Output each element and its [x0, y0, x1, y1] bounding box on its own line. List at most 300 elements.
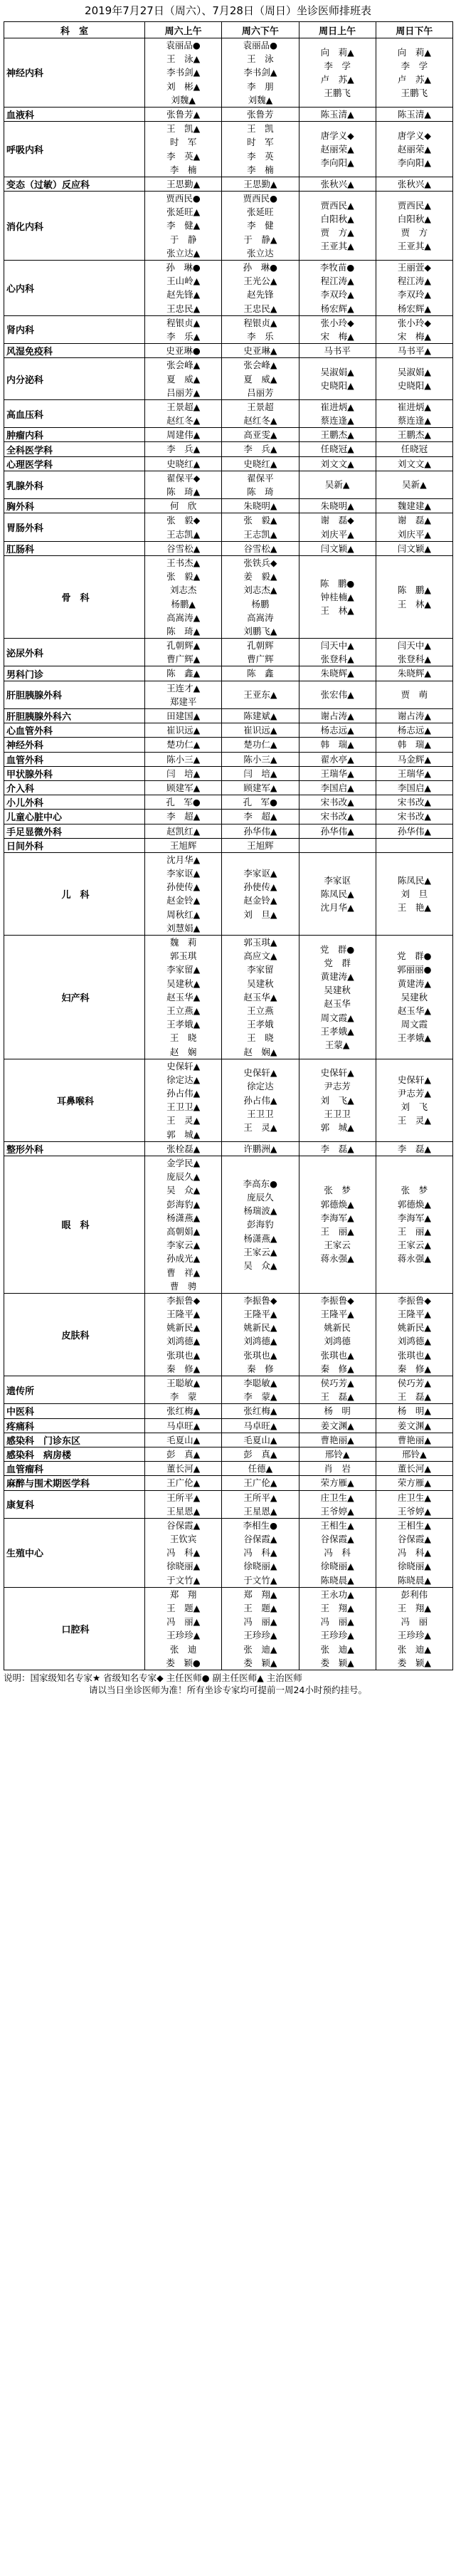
doctor-name: 朱晓明▲	[243, 501, 277, 512]
doctor-name: 姚新民	[324, 1322, 351, 1334]
doctor-name: 赵红冬▲	[166, 415, 201, 426]
dept-row	[4, 107, 453, 121]
doctor-name: 王 灵▲	[243, 1122, 277, 1133]
doctor-name: 孔朝辉▲	[166, 640, 201, 651]
shift-cell-sun-pm	[376, 936, 452, 1059]
header-sat-pm: 周六下午	[222, 22, 299, 38]
doctor-name: 李 健▲	[166, 220, 201, 231]
doctor-name: 侯巧芳▲	[320, 1378, 354, 1388]
shift-cell-sat-am	[145, 541, 222, 555]
shift-cell-sat-am	[145, 1433, 222, 1447]
doctor-name: 荣方雁▲	[320, 1477, 354, 1489]
doctor-name: 杨潇燕▲	[166, 1212, 201, 1223]
doctor-name: 崔识远▲	[243, 725, 277, 736]
dept-row	[4, 780, 453, 795]
doctor-name: 高应文▲	[243, 951, 277, 962]
shift-cell-sat-pm	[222, 780, 299, 795]
doctor-name: 楚功仁▲	[166, 739, 201, 750]
doctor-name: 王隆平▲	[166, 1309, 201, 1320]
doctor-name: 郭 城▲	[320, 1122, 354, 1133]
shift-cell-sat-am	[145, 1059, 222, 1141]
dept-row	[4, 1293, 453, 1376]
doctor-name: 陈小三▲	[166, 753, 201, 765]
doctor-name: 卢 苏▲	[397, 73, 431, 85]
doctor-name: 陈晓晨▲	[397, 1574, 431, 1586]
shift-cell-sun-am	[299, 192, 376, 261]
dept-row	[4, 752, 453, 766]
doctor-name: 陈玉清▲	[397, 108, 431, 120]
doctor-name: 王 凯	[247, 123, 274, 135]
doctor-name: 闫文颖▲	[397, 543, 431, 554]
shift-cell-sun-pm	[376, 766, 452, 780]
doctor-name: 李 乐	[247, 330, 274, 342]
dept-name: 神经内科	[4, 38, 145, 108]
doctor-name: 庞辰久	[247, 1191, 274, 1203]
header-sat-am: 周六上午	[145, 22, 222, 38]
doctor-name: 崔进炳▲	[397, 401, 431, 412]
shift-cell-sun-pm	[376, 1156, 452, 1294]
doctor-name: 陈 琦	[247, 486, 274, 497]
shift-cell-sun-am	[299, 666, 376, 681]
doctor-name: 徐定达	[247, 1081, 274, 1092]
shift-cell-sun-am	[299, 1490, 376, 1518]
doctor-name: 高嵩涛▲	[166, 612, 201, 623]
dept-row	[4, 1156, 453, 1294]
shift-cell-sun-pm	[376, 177, 452, 191]
shift-cell-sat-am	[145, 1476, 222, 1490]
doctor-name: 王所平▲	[243, 1492, 277, 1503]
doctor-name: 王 丽▲	[397, 1225, 431, 1237]
doctor-name: 尹志芳▲	[397, 1088, 431, 1099]
doctor-name: 郭德焕▲	[397, 1198, 431, 1210]
shift-cell-sun-am	[299, 358, 376, 400]
doctor-name: 姚新民▲	[397, 1322, 431, 1334]
shift-cell-sun-am	[299, 1462, 376, 1476]
doctor-name: 张鲁芳	[247, 108, 274, 120]
doctor-name: 张秋兴▲	[397, 178, 431, 189]
doctor-name: 李国启▲	[320, 782, 354, 793]
doctor-name: 李 兵▲	[166, 444, 201, 455]
doctor-name: 王钦宾	[169, 1534, 197, 1545]
shift-cell-sat-pm	[222, 838, 299, 852]
shift-cell-sat-pm	[222, 358, 299, 400]
shift-cell-sun-am	[299, 38, 376, 108]
dept-row	[4, 681, 453, 708]
dept-name: 肾内科	[4, 315, 145, 343]
shift-cell-sun-am	[299, 399, 376, 427]
shift-cell-sat-am	[145, 442, 222, 456]
doctor-name: 陈 鑫	[247, 668, 274, 679]
doctor-name: 秦 修▲	[320, 1363, 354, 1374]
doctor-name: 李 磊▲	[397, 1143, 431, 1154]
doctor-name: 吕丽芳▲	[166, 387, 201, 398]
doctor-name: 闫天中▲	[397, 640, 431, 651]
shift-cell-sun-pm	[376, 723, 452, 738]
dept-row	[4, 936, 453, 1059]
doctor-name: 张红梅▲	[166, 1405, 201, 1417]
doctor-name: 赵凯红▲	[166, 825, 201, 837]
doctor-name: 贾 萌	[401, 689, 428, 701]
shift-cell-sun-pm	[376, 852, 452, 935]
shift-cell-sat-pm	[222, 639, 299, 666]
dept-name: 变态（过敏）反应科	[4, 177, 145, 191]
doctor-name: 孔朝辉	[247, 640, 274, 651]
shift-cell-sat-am	[145, 723, 222, 738]
shift-cell-sat-pm	[222, 428, 299, 442]
doctor-name: 王 翔▲	[320, 1603, 354, 1613]
dept-row	[4, 428, 453, 442]
doctor-name: 杨潇燕▲	[243, 1232, 277, 1244]
dept-name: 耳鼻喉科	[4, 1059, 145, 1141]
doctor-name: 李 学	[324, 60, 351, 71]
doctor-name: 李家讴▲	[166, 868, 201, 879]
shift-cell-sun-pm	[376, 1490, 452, 1518]
shift-cell-sat-pm	[222, 1490, 299, 1518]
doctor-name: 尹志芳	[324, 1081, 351, 1092]
doctor-name: 宋 梅▲	[320, 330, 354, 342]
doctor-name: 王旭辉	[169, 839, 197, 851]
doctor-name: 谷保霞▲	[320, 1534, 354, 1545]
doctor-name: 李 乐▲	[166, 330, 201, 342]
doctor-name: 顾建军▲	[243, 782, 277, 793]
shift-cell-sat-am	[145, 555, 222, 638]
doctor-name: 冯 丽	[401, 1616, 428, 1628]
doctor-name: 孙使传▲	[166, 881, 201, 893]
doctor-name: 张 迪▲	[397, 1643, 431, 1655]
doctor-name: 王光公▲	[243, 276, 277, 287]
doctor-name: 宋 梅▲	[397, 330, 431, 342]
doctor-name: 贾西民●	[243, 193, 278, 204]
shift-cell-sun-am	[299, 1293, 376, 1376]
doctor-name: 杨志远▲	[320, 725, 354, 736]
doctor-name: 崔识远▲	[166, 725, 201, 736]
doctor-name: 王广伦▲	[243, 1477, 277, 1489]
doctor-name: 朱晓辉▲	[320, 668, 354, 679]
shift-cell-sun-am	[299, 1376, 376, 1404]
shift-cell-sat-am	[145, 766, 222, 780]
doctor-name: 娄 颖▲	[243, 1657, 277, 1668]
doctor-name: 张琪也▲	[320, 1349, 354, 1361]
doctor-name: 彭海豹▲	[166, 1198, 201, 1210]
doctor-name: 王珍珍▲	[397, 1630, 431, 1641]
shift-cell-sun-pm	[376, 344, 452, 358]
dept-name: 全科医学科	[4, 442, 145, 456]
doctor-name: 王忠民▲	[166, 303, 201, 314]
doctor-name: 卢 苏▲	[320, 73, 354, 85]
shift-cell-sat-pm	[222, 1059, 299, 1141]
dept-row	[4, 358, 453, 400]
doctor-name: 肖 岩	[324, 1463, 351, 1475]
dept-row	[4, 192, 453, 261]
doctor-name: 王隆平▲	[397, 1309, 431, 1320]
doctor-name: 史亚琳▲	[243, 345, 277, 357]
doctor-name: 李向阳▲	[320, 157, 354, 169]
doctor-name: 谷雪松▲	[243, 543, 277, 554]
doctor-name: 王广伦▲	[166, 1477, 201, 1489]
shift-cell-sun-pm	[376, 315, 452, 343]
doctor-name: 谢 磊◆	[320, 515, 354, 526]
doctor-name: 王 磊▲	[397, 1391, 431, 1403]
doctor-name: 李家讴▲	[243, 868, 277, 879]
shift-cell-sun-am	[299, 555, 376, 638]
dept-name: 内分泌科	[4, 358, 145, 400]
doctor-name: 刘 旦▲	[243, 909, 277, 920]
dept-row	[4, 177, 453, 191]
doctor-name: 杨 明	[324, 1405, 351, 1417]
shift-cell-sun-pm	[376, 1476, 452, 1490]
doctor-name: 于文竹▲	[166, 1574, 201, 1586]
doctor-name: 姚新民▲	[243, 1322, 277, 1334]
shift-cell-sun-pm	[376, 1293, 452, 1376]
dept-row	[4, 838, 453, 852]
doctor-name: 张铁兵◆	[243, 557, 277, 568]
doctor-name: 任晓冠▲	[320, 444, 354, 455]
shift-cell-sun-am	[299, 513, 376, 541]
dept-name: 儿童心脏中心	[4, 810, 145, 824]
shift-cell-sun-am	[299, 810, 376, 824]
doctor-name: 孙 琳●	[243, 262, 278, 273]
doctor-name: 陈玉清▲	[320, 108, 354, 120]
doctor-name: 程江涛▲	[320, 276, 354, 287]
doctor-name: 王 林▲	[320, 605, 354, 617]
doctor-name: 曹广辉▲	[166, 654, 201, 665]
doctor-name: 徐晓丽▲	[166, 1561, 201, 1572]
doctor-name: 时 军	[247, 137, 274, 148]
dept-row	[4, 399, 453, 427]
doctor-name: 宋书改▲	[320, 797, 354, 808]
shift-cell-sat-am	[145, 38, 222, 108]
doctor-name: 刘魏▲	[248, 94, 273, 105]
doctor-name: 王聪敏▲	[166, 1378, 201, 1388]
doctor-name: 王蒙▲	[324, 1039, 350, 1050]
dept-name: 口腔科	[4, 1587, 145, 1670]
doctor-name: 于文竹▲	[243, 1574, 277, 1586]
dept-row	[4, 738, 453, 752]
shift-cell-sun-am	[299, 541, 376, 555]
shift-cell-sun-pm	[376, 681, 452, 708]
dept-name: 生殖中心	[4, 1518, 145, 1587]
dept-name: 介入科	[4, 780, 145, 795]
shift-cell-sat-pm	[222, 824, 299, 838]
doctor-name: 王 晓	[169, 1032, 197, 1044]
schedule-body	[4, 38, 453, 1670]
doctor-name: 党 群	[324, 957, 351, 968]
doctor-name: 赵丽荣▲	[320, 143, 354, 155]
doctor-name: 毛夏山▲	[166, 1434, 201, 1445]
doctor-name: 王瑞华▲	[320, 768, 354, 779]
doctor-name: 王 丽▲	[320, 1225, 354, 1237]
doctor-name: 彭海豹	[247, 1219, 274, 1230]
doctor-name: 冯 科	[324, 1547, 351, 1559]
shift-cell-sun-pm	[376, 838, 452, 852]
shift-cell-sat-am	[145, 456, 222, 471]
doctor-name: 史保轩▲	[320, 1067, 354, 1079]
dept-name: 皮肤科	[4, 1293, 145, 1376]
doctor-name: 徐晓丽▲	[243, 1561, 277, 1572]
doctor-name: 刘慧娟▲	[166, 922, 201, 933]
doctor-name: 秦 修	[247, 1363, 274, 1374]
shift-cell-sun-am	[299, 1404, 376, 1418]
doctor-name: 曹广辉	[247, 654, 274, 665]
doctor-name: 李书剑▲	[166, 67, 201, 78]
doctor-name: 王亚其▲	[320, 241, 354, 252]
legend-text: 说明：国家级知名专家★ 省级知名专家◆ 主任医师● 副主任医师▲ 主治医师	[4, 1672, 302, 1683]
shift-cell-sun-pm	[376, 358, 452, 400]
doctor-name: 王珍珍▲	[320, 1630, 354, 1641]
shift-cell-sat-am	[145, 1447, 222, 1461]
doctor-name: 马金辉▲	[397, 753, 431, 765]
shift-cell-sat-pm	[222, 1156, 299, 1294]
doctor-name: 蔡连逢▲	[320, 415, 354, 426]
dept-row	[4, 824, 453, 838]
doctor-name: 刘鸿德	[324, 1336, 351, 1347]
doctor-name: 张秋兴▲	[320, 178, 354, 189]
shift-cell-sun-pm	[376, 513, 452, 541]
shift-cell-sun-pm	[376, 1447, 452, 1461]
shift-cell-sun-am	[299, 766, 376, 780]
doctor-name: 王卫卫	[247, 1108, 274, 1119]
doctor-name: 楚功仁▲	[243, 739, 277, 750]
doctor-name: 王 泳▲	[166, 53, 201, 65]
doctor-name: 郑 翔	[169, 1588, 197, 1600]
doctor-name: 于 静	[169, 234, 197, 245]
doctor-name: 张 梦	[401, 1185, 428, 1196]
doctor-name: 张立达▲	[166, 247, 201, 258]
doctor-name: 张 毅▲	[166, 571, 201, 582]
shift-cell-sun-pm	[376, 780, 452, 795]
dept-name: 眼 科	[4, 1156, 145, 1294]
doctor-name: 沈月华▲	[320, 902, 354, 913]
doctor-name: 冯 科▲	[397, 1547, 431, 1559]
shift-cell-sun-am	[299, 428, 376, 442]
shift-cell-sat-am	[145, 399, 222, 427]
doctor-name: 刘志杰	[169, 585, 197, 596]
doctor-name: 赵 娴	[169, 1046, 197, 1057]
dept-row	[4, 723, 453, 738]
doctor-name: 郑 翔▲	[243, 1588, 277, 1600]
dept-row	[4, 1518, 453, 1587]
dept-name: 心内科	[4, 261, 145, 316]
doctor-name: 杨 明▲	[397, 1405, 431, 1417]
doctor-name: 王相生▲	[320, 1519, 354, 1531]
dept-name: 麻醉与围术期医学科	[4, 1476, 145, 1490]
doctor-name: 蒋永强▲	[397, 1253, 431, 1265]
doctor-name: 吴新▲	[324, 479, 350, 491]
dept-name: 甲状腺外科	[4, 766, 145, 780]
shift-cell-sun-am	[299, 122, 376, 177]
dept-name: 心血管外科	[4, 723, 145, 738]
doctor-name: 王志凯▲	[166, 528, 201, 540]
doctor-name: 李 蒙▲	[243, 1391, 277, 1403]
doctor-name: 王 晓	[247, 1032, 274, 1044]
doctor-name: 李振鲁◆	[243, 1294, 277, 1306]
doctor-name: 李相生●	[243, 1519, 278, 1531]
shift-cell-sat-pm	[222, 709, 299, 723]
shift-cell-sun-pm	[376, 192, 452, 261]
dept-row	[4, 1476, 453, 1490]
doctor-name: 赵先锋	[247, 289, 274, 300]
doctor-name: 王卫卫	[324, 1108, 351, 1119]
doctor-name: 陈晓晨▲	[320, 1574, 354, 1586]
doctor-name: 侯巧芳▲	[397, 1378, 431, 1388]
shift-cell-sat-am	[145, 1490, 222, 1518]
doctor-name: 周秋红▲	[166, 909, 201, 920]
doctor-name: 马书平▲	[397, 345, 431, 357]
doctor-name: 赵先锋▲	[166, 289, 201, 300]
doctor-name: 徐晓丽▲	[397, 1561, 431, 1572]
shift-cell-sat-am	[145, 1587, 222, 1670]
doctor-name: 史亚琳●	[166, 345, 201, 357]
doctor-name: 何 欣	[169, 501, 197, 512]
doctor-name: 刘志杰▲	[243, 585, 277, 596]
doctor-name: 曹艳丽▲	[397, 1434, 431, 1445]
doctor-name: 谢占涛▲	[320, 711, 354, 721]
dept-name: 感染科 病房楼	[4, 1447, 145, 1461]
dept-name: 消化内科	[4, 192, 145, 261]
doctor-name: 李 超▲	[166, 811, 201, 822]
doctor-name: 夏 威▲	[243, 373, 277, 384]
doctor-name: 王隆平▲	[320, 1309, 354, 1320]
doctor-name: 王孝娥▲	[320, 1025, 354, 1037]
doctor-name: 王家云	[324, 1240, 351, 1251]
shift-cell-sun-am	[299, 261, 376, 316]
dept-row	[4, 810, 453, 824]
shift-cell-sat-pm	[222, 344, 299, 358]
shift-cell-sun-pm	[376, 442, 452, 456]
doctor-name: 孙占伟▲	[243, 1094, 277, 1106]
doctor-name: 朱晓明▲	[320, 501, 354, 512]
shift-cell-sat-pm	[222, 1404, 299, 1418]
shift-cell-sun-am	[299, 1059, 376, 1141]
doctor-name: 唐学义◆	[320, 130, 354, 141]
doctor-name: 刘 彬▲	[166, 80, 201, 92]
doctor-name: 王志凯▲	[243, 528, 277, 540]
doctor-name: 李双玲▲	[320, 289, 354, 300]
doctor-name: 吴建秋▲	[166, 978, 201, 989]
doctor-name: 宋书改▲	[320, 811, 354, 822]
dept-row	[4, 122, 453, 177]
doctor-name: 郑建平	[169, 696, 197, 707]
dept-row	[4, 1490, 453, 1518]
shift-cell-sun-am	[299, 824, 376, 838]
shift-cell-sat-pm	[222, 738, 299, 752]
doctor-name: 刘鸿德▲	[243, 1336, 277, 1347]
doctor-name: 赵丽荣▲	[397, 143, 431, 155]
shift-cell-sat-am	[145, 852, 222, 935]
shift-cell-sat-pm	[222, 513, 299, 541]
doctor-name: 张登科▲	[397, 654, 431, 665]
shift-cell-sun-am	[299, 780, 376, 795]
doctor-name: 王永功▲	[320, 1588, 354, 1600]
doctor-name: 王爷婷▲	[397, 1505, 431, 1517]
doctor-name: 杨志远▲	[397, 725, 431, 736]
doctor-name: 顾建军▲	[166, 782, 201, 793]
doctor-name: 马卓旺▲	[243, 1420, 277, 1431]
shift-cell-sat-pm	[222, 1376, 299, 1404]
shift-cell-sun-pm	[376, 666, 452, 681]
doctor-name: 夏 威▲	[166, 373, 201, 384]
dept-row	[4, 1433, 453, 1447]
doctor-name: 赵玉华	[324, 998, 351, 1010]
dept-name: 高血压科	[4, 399, 145, 427]
shift-cell-sun-am	[299, 1156, 376, 1294]
shift-cell-sat-pm	[222, 666, 299, 681]
doctor-name: 袁丽品●	[166, 40, 201, 51]
doctor-name: 李振鲁◆	[320, 1294, 354, 1306]
doctor-name: 陈 鹏●	[319, 577, 355, 589]
doctor-name: 冯 科▲	[166, 1547, 201, 1559]
doctor-name: 赵红冬▲	[243, 415, 277, 426]
